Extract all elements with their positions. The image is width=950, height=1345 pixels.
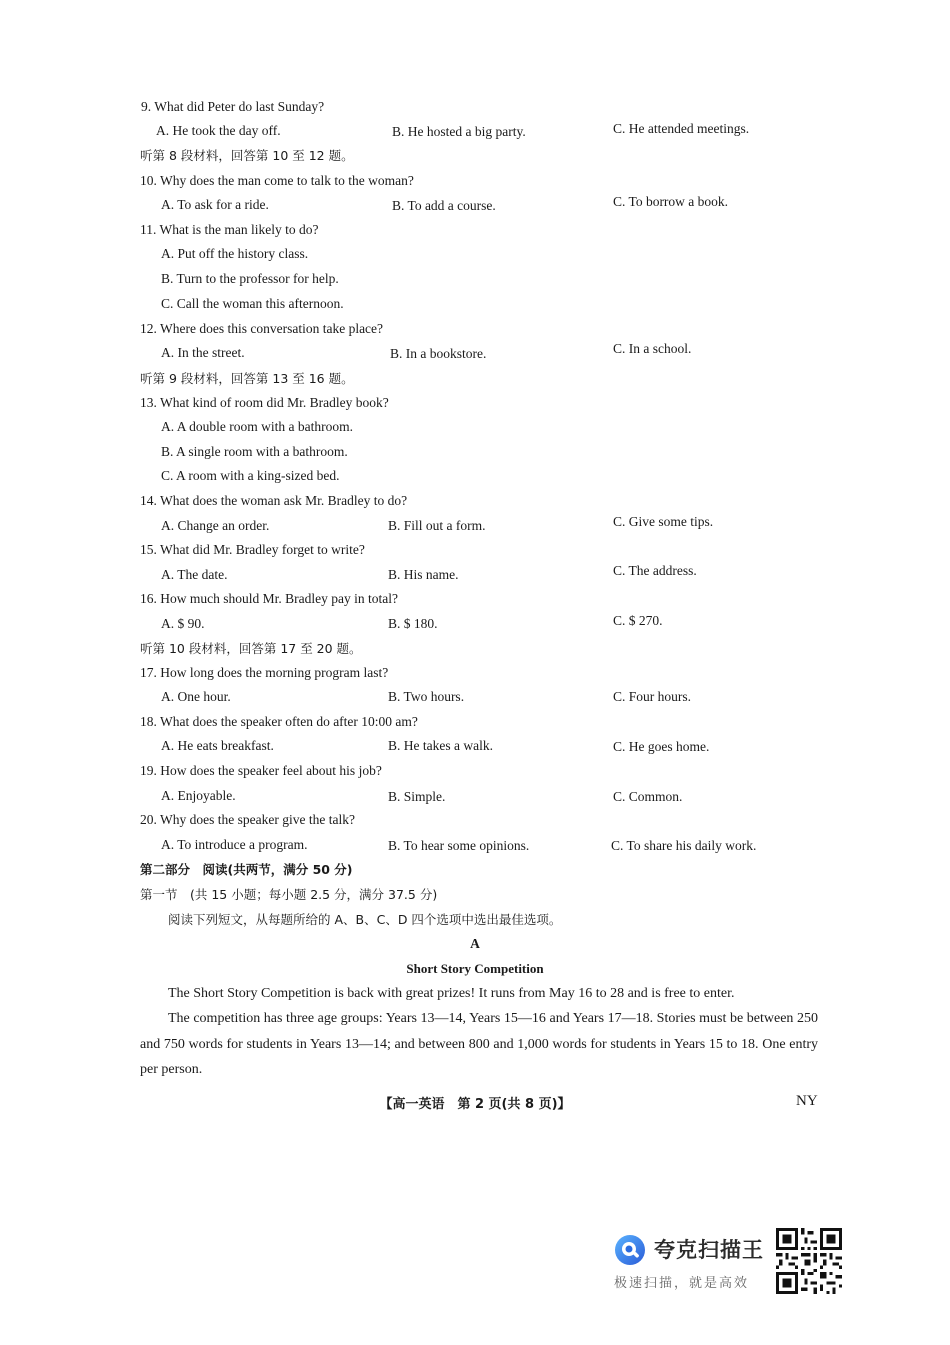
- question-20-stem: 20. Why does the speaker give the talk?: [140, 812, 355, 827]
- q20-option-b: B. To hear some opinions.: [388, 838, 530, 853]
- q16-option-c: C. $ 270.: [613, 613, 663, 628]
- section-10-instruction: 听第 10 段材料，回答第 17 至 20 题。: [140, 641, 362, 656]
- section-8-instruction: 听第 8 段材料，回答第 10 至 12 题。: [140, 148, 354, 163]
- question-16-stem: 16. How much should Mr. Bradley pay in total?: [140, 591, 398, 606]
- footer-code: NY: [796, 1093, 818, 1109]
- q17-option-a: A. One hour.: [161, 689, 231, 704]
- question-9-stem: 9. What did Peter do last Sunday?: [141, 99, 325, 114]
- page-footer-title: 【高一英语 第 2 页(共 8 页)】: [379, 1097, 571, 1112]
- q19-option-c: C. Common.: [613, 789, 683, 804]
- q11-option-a: A. Put off the history class.: [161, 246, 309, 261]
- q11-option-c: C. Call the woman this afternoon.: [161, 296, 344, 311]
- q14-option-b: B. Fill out a form.: [388, 518, 486, 533]
- part2-instruction: 阅读下列短文，从每题所给的 A、B、C、D 四个选项中选出最佳选项。: [168, 912, 562, 927]
- passage-paragraph-1: The Short Story Competition is back with great prizes! It runs from May 16 to 28 and is free to enter.: [168, 986, 735, 1001]
- question-19-stem: 19. How does the speaker feel about his job?: [140, 763, 382, 778]
- question-15-stem: 15. What did Mr. Bradley forget to write?: [140, 542, 365, 557]
- q9-option-a: A. He took the day off.: [156, 123, 281, 138]
- q14-option-a: A. Change an order.: [161, 518, 270, 533]
- brand-slogan: 极速扫描，就是高效: [614, 1276, 750, 1291]
- brand-name: 夸克扫描王: [654, 1238, 764, 1262]
- section-9-instruction: 听第 9 段材料，回答第 13 至 16 题。: [140, 371, 354, 386]
- quark-logo-icon: [614, 1234, 646, 1266]
- q12-option-c: C. In a school.: [613, 341, 692, 356]
- q13-option-b: B. A single room with a bathroom.: [161, 444, 348, 459]
- question-14-stem: 14. What does the woman ask Mr. Bradley to do?: [140, 493, 408, 508]
- question-18-stem: 18. What does the speaker often do after 10:00 am?: [140, 714, 418, 729]
- q13-option-a: A. A double room with a bathroom.: [161, 419, 353, 434]
- q15-option-b: B. His name.: [388, 567, 459, 582]
- q11-option-b: B. Turn to the professor for help.: [161, 271, 339, 286]
- q16-option-b: B. $ 180.: [388, 616, 438, 631]
- passage-paragraph-2: The competition has three age groups: Years 13—14, Years 15—16 and Years 17—18. Stories must be between 250 and 750 words for students in Years 13—14; and between 800 and 1,000 words for students in Years 15 to 18. One entry per person.: [140, 1011, 818, 1077]
- q19-option-b: B. Simple.: [388, 789, 446, 804]
- part2-section1: 第一节 (共 15 小题；每小题 2.5 分，满分 37.5 分): [140, 887, 438, 902]
- q15-option-c: C. The address.: [613, 563, 697, 578]
- q19-option-a: A. Enjoyable.: [161, 788, 236, 803]
- q18-option-b: B. He takes a walk.: [388, 738, 493, 753]
- q13-option-c: C. A room with a king-sized bed.: [161, 468, 340, 483]
- q20-option-a: A. To introduce a program.: [161, 837, 308, 852]
- q10-option-a: A. To ask for a ride.: [161, 197, 269, 212]
- question-10-stem: 10. Why does the man come to talk to the woman?: [140, 173, 414, 188]
- q15-option-a: A. The date.: [161, 567, 228, 582]
- passage-letter: A: [470, 936, 480, 951]
- q10-option-b: B. To add a course.: [392, 198, 496, 213]
- q17-option-c: C. Four hours.: [613, 689, 692, 704]
- question-12-stem: 12. Where does this conversation take place?: [140, 321, 384, 336]
- passage-title: Short Story Competition: [406, 961, 544, 976]
- qr-code-icon: [776, 1228, 842, 1294]
- q12-option-a: A. In the street.: [161, 345, 245, 360]
- q18-option-c: C. He goes home.: [613, 739, 710, 754]
- q9-option-c: C. He attended meetings.: [613, 121, 750, 136]
- q17-option-b: B. Two hours.: [388, 689, 465, 704]
- q14-option-c: C. Give some tips.: [613, 514, 714, 529]
- q12-option-b: B. In a bookstore.: [390, 346, 487, 361]
- q20-option-c: C. To share his daily work.: [611, 838, 757, 853]
- q9-option-b: B. He hosted a big party.: [392, 124, 526, 139]
- part2-heading: 第二部分 阅读(共两节，满分 50 分): [140, 862, 353, 877]
- question-11-stem: 11. What is the man likely to do?: [140, 222, 319, 237]
- q10-option-c: C. To borrow a book.: [613, 194, 729, 209]
- question-17-stem: 17. How long does the morning program last?: [140, 665, 389, 680]
- question-13-stem: 13. What kind of room did Mr. Bradley book?: [140, 395, 389, 410]
- q18-option-a: A. He eats breakfast.: [161, 738, 274, 753]
- q16-option-a: A. $ 90.: [161, 616, 205, 631]
